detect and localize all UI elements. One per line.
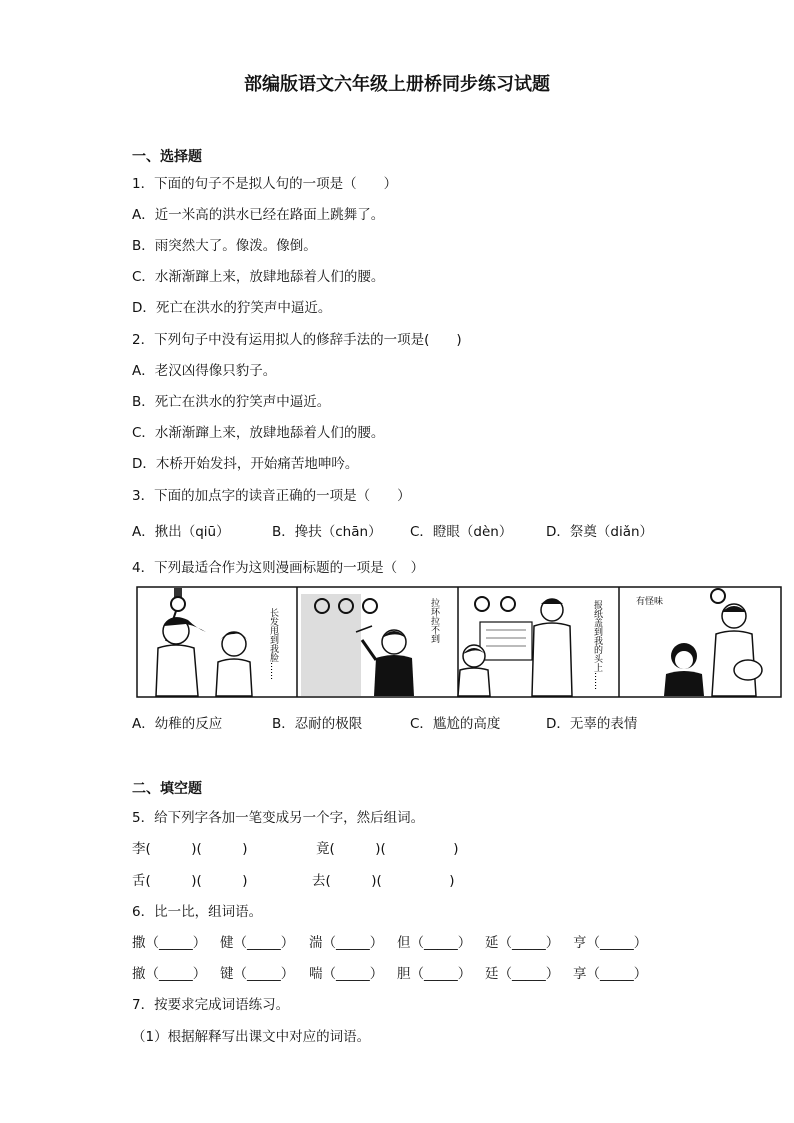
question-1-option-d: D．死亡在洪水的狞笑声中逼近。 (132, 300, 332, 316)
question-4-option-b: B．忍耐的极限 (272, 716, 363, 732)
question-4-option-d: D．无辜的表情 (546, 716, 638, 732)
q6-cell: 延（_____） (485, 935, 560, 951)
question-2-option-d: D．木桥开始发抖，开始痛苦地呻吟。 (132, 456, 359, 472)
q6-cell: 健（_____） (220, 935, 295, 951)
q6-cell: 亨（_____） (573, 935, 648, 951)
question-7-stem: 7．按要求完成词语练习。 (132, 997, 290, 1013)
question-3-option-d: D．祭奠（diǎn） (546, 524, 654, 540)
section-heading-choice: 一、选择题 (132, 149, 202, 165)
question-3-option-a: A．揪出（qiū） (132, 524, 230, 540)
question-3-option-c: C．瞪眼（dèn） (410, 524, 513, 540)
comic-strip (136, 586, 782, 698)
comic-caption-2: 拉环拉不到 (429, 598, 439, 643)
question-5-row-2b: 去( )( ) (312, 873, 455, 889)
question-5-stem: 5．给下列字各加一笔变成另一个字，然后组词。 (132, 810, 425, 826)
q6-cell: 胆（_____） (397, 966, 472, 982)
q6-cell: 撤（_____） (132, 966, 207, 982)
question-5-row-1b: 竟( )( ) (316, 841, 459, 857)
question-2-option-c: C．水渐渐蹿上来，放肆地舔着人们的腰。 (132, 425, 385, 441)
question-4-stem: 4．下列最适合作为这则漫画标题的一项是（ ） (132, 560, 425, 576)
q6-cell: 廷（_____） (485, 966, 560, 982)
section-heading-fill: 二、填空题 (132, 781, 202, 797)
question-1-option-b: B．雨突然大了。像泼。像倒。 (132, 238, 317, 254)
question-5-row-2a: 舌( )( ) (132, 873, 248, 889)
comic-caption-1: 长发甩到我脸…… (268, 608, 278, 680)
question-1-option-c: C．水渐渐蹿上来，放肆地舔着人们的腰。 (132, 269, 385, 285)
question-1-option-a: A．近一米高的洪水已经在路面上跳舞了。 (132, 207, 385, 223)
question-5-row-1a: 李( )( ) (132, 841, 248, 857)
question-3-option-b: B．搀扶（chān） (272, 524, 382, 540)
question-3-stem: 3．下面的加点字的读音正确的一项是（ ） (132, 488, 411, 504)
q6-cell: 享（_____） (573, 966, 648, 982)
comic-caption-3: 报纸盖到我的头上…… (592, 600, 602, 690)
q6-cell: 湍（_____） (309, 935, 384, 951)
q6-cell: 撒（_____） (132, 935, 207, 951)
q6-cell: 键（_____） (220, 966, 295, 982)
q6-cell: 但（_____） (397, 935, 472, 951)
question-1-stem: 1．下面的句子不是拟人句的一项是（ ） (132, 176, 398, 192)
q6-cell: 喘（_____） (309, 966, 384, 982)
page-title: 部编版语文六年级上册桥同步练习试题 (244, 74, 550, 95)
question-4-option-a: A．幼稚的反应 (132, 716, 223, 732)
question-2-stem: 2．下列句子中没有运用拟人的修辞手法的一项是( ) (132, 332, 462, 348)
question-7-sub-1: （1）根据解释写出课文中对应的词语。 (132, 1029, 371, 1045)
question-2-option-a: A．老汉凶得像只豹子。 (132, 363, 277, 379)
comic-caption-4: 有怪味 (636, 597, 664, 607)
question-4-option-c: C．尴尬的高度 (410, 716, 501, 732)
question-6-stem: 6．比一比，组词语。 (132, 904, 263, 920)
question-2-option-b: B．死亡在洪水的狞笑声中逼近。 (132, 394, 331, 410)
